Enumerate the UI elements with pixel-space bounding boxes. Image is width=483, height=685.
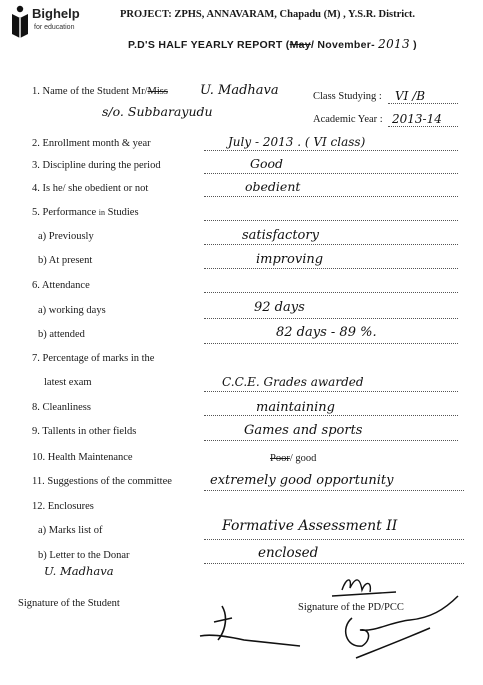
q10-value: Poor/ good (270, 453, 317, 464)
q9-value: Games and sports (244, 423, 363, 438)
q11-label: 11. Suggestions of the committee (32, 476, 172, 487)
q3-value: Good (250, 156, 284, 171)
title-struck: May (289, 39, 311, 51)
q5a-label: a) Previously (38, 231, 94, 242)
q7-label-line1: 7. Percentage of marks in the (32, 353, 155, 364)
q8-value: maintaining (256, 400, 335, 415)
q4-value: obedient (245, 179, 301, 194)
q4-label: 4. Is he/ she obedient or not (32, 183, 149, 194)
q5b-value: improving (256, 252, 324, 267)
class-value: VI /B (395, 89, 426, 103)
q3-label: 3. Discipline during the period (32, 160, 161, 171)
pcc-signature-mark (346, 596, 458, 658)
q10-label: 10. Health Maintenance (32, 452, 133, 463)
q9-label: 9. Tallents in other fields (32, 426, 137, 437)
q6a-label: a) working days (38, 305, 106, 316)
student-signature-label: Signature of the Student (18, 598, 120, 609)
q1-father-name: s/o. Subbarayudu (102, 104, 213, 119)
q12a-label: a) Marks list of (38, 525, 103, 536)
student-signature-mark (200, 606, 300, 646)
q6a-value: 92 days (254, 300, 305, 315)
title-mid: / November- (310, 39, 375, 51)
q6-label: 6. Attendance (32, 280, 90, 291)
q8-label: 8. Cleanliness (32, 402, 91, 413)
year-value: 2013-14 (392, 112, 442, 126)
q12a-value: Formative Assessment II (222, 518, 398, 534)
q2-label: 2. Enrollment month & year (32, 138, 151, 149)
q7-value: C.C.E. Grades awarded (222, 375, 364, 389)
title-suffix: ) (413, 39, 417, 51)
student-handwritten-name: U. Madhava (44, 564, 114, 578)
q6b-value: 82 days - 89 %. (276, 325, 377, 340)
project-heading: PROJECT: ZPHS, ANNAVARAM, Chapadu (M) , Y.S.R. District. (120, 9, 415, 20)
q7-label-line2: latest exam (44, 377, 92, 388)
q5b-label: b) At present (38, 255, 93, 266)
q2-value: July - 2013 . ( VI class) (228, 135, 366, 149)
q1-label: 1. Name of the Student Mr/Miss (32, 86, 168, 97)
class-label: Class Studying : (313, 91, 382, 102)
logo-name: Bighelp (32, 6, 80, 21)
q5-label: 5. Performance in Studies (32, 207, 139, 218)
q5a-value: satisfactory (242, 228, 319, 243)
pd-signature-label: Signature of the PD/PCC (298, 602, 404, 613)
q12-label: 12. Enclosures (32, 501, 94, 512)
q6b-label: b) attended (38, 329, 85, 340)
q12b-value: enclosed (258, 545, 319, 561)
year-label: Academic Year : (313, 114, 383, 125)
pd-signature-mark (332, 580, 396, 596)
q1-student-name: U. Madhava (200, 83, 279, 98)
title-year: 2013 (378, 37, 410, 51)
title-prefix: P.D'S HALF YEARLY REPORT ( (128, 39, 290, 51)
logo-tagline: for education (34, 24, 75, 31)
q11-value: extremely good opportunity (210, 473, 394, 488)
q12b-label: b) Letter to the Donar (38, 550, 130, 561)
